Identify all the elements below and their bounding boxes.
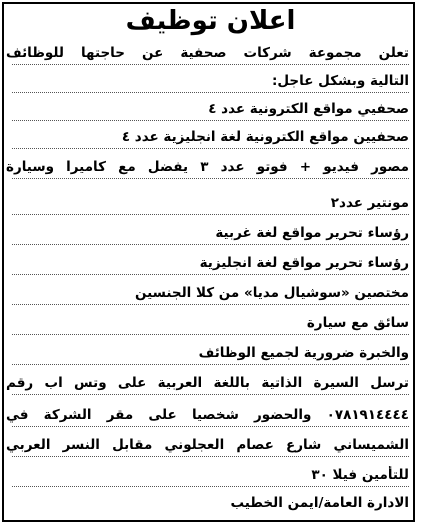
position-item: صحفيين مواقع الكترونية لغة انجليزية عدد ٤	[121, 129, 409, 145]
contact-line-1: ترسل السيرة الذاتية باللغة العربية على وتس اب رقم	[6, 375, 409, 391]
contact-line-4: للتأمين فيلا ٣٠	[311, 467, 409, 483]
divider	[12, 486, 409, 487]
signature: الادارة العامة/ايمن الخطيب	[230, 495, 409, 511]
divider	[12, 92, 409, 93]
position-item: والخبرة ضرورية لجميع الوظائف	[198, 345, 409, 361]
divider	[12, 426, 409, 427]
divider	[12, 456, 409, 457]
position-item: رؤساء تحرير مواقع لغة غربية	[215, 225, 409, 241]
divider	[12, 214, 409, 215]
position-item: سائق مع سيارة	[306, 315, 409, 331]
ad-title: اعلان توظيف	[125, 6, 296, 36]
divider	[12, 64, 409, 65]
position-item: مصور فيديو + فوتو عدد ٣ يفضل مع كاميرا وسيارة	[6, 159, 409, 175]
divider	[12, 274, 409, 275]
divider	[12, 364, 409, 365]
divider	[12, 148, 409, 149]
divider	[12, 120, 409, 121]
contact-line-2: ٠٧٨١٩١٤٤٤٤ والحضور شخصيا على مقر الشركة في	[6, 407, 409, 423]
divider	[12, 178, 409, 179]
divider	[12, 304, 409, 305]
position-item: مختصين «سوشيال مديا» من كلا الجنسين	[134, 285, 409, 301]
contact-line-3: الشميساني شارع عصام العجلوني مقابل النسر العربي	[6, 437, 409, 453]
divider	[12, 334, 409, 335]
divider	[12, 394, 409, 395]
intro-line-1: تعلن مجموعة شركات صحفية عن حاجتها للوظائف	[6, 45, 409, 61]
position-item: رؤساء تحرير مواقع لغة انجليزية	[199, 255, 409, 271]
divider	[12, 244, 409, 245]
intro-line-2: التالية وبشكل عاجل:	[271, 73, 409, 89]
position-item: صحفيي مواقع الكترونية عدد ٤	[208, 101, 409, 117]
position-item: مونتير عدد٢	[330, 195, 409, 211]
